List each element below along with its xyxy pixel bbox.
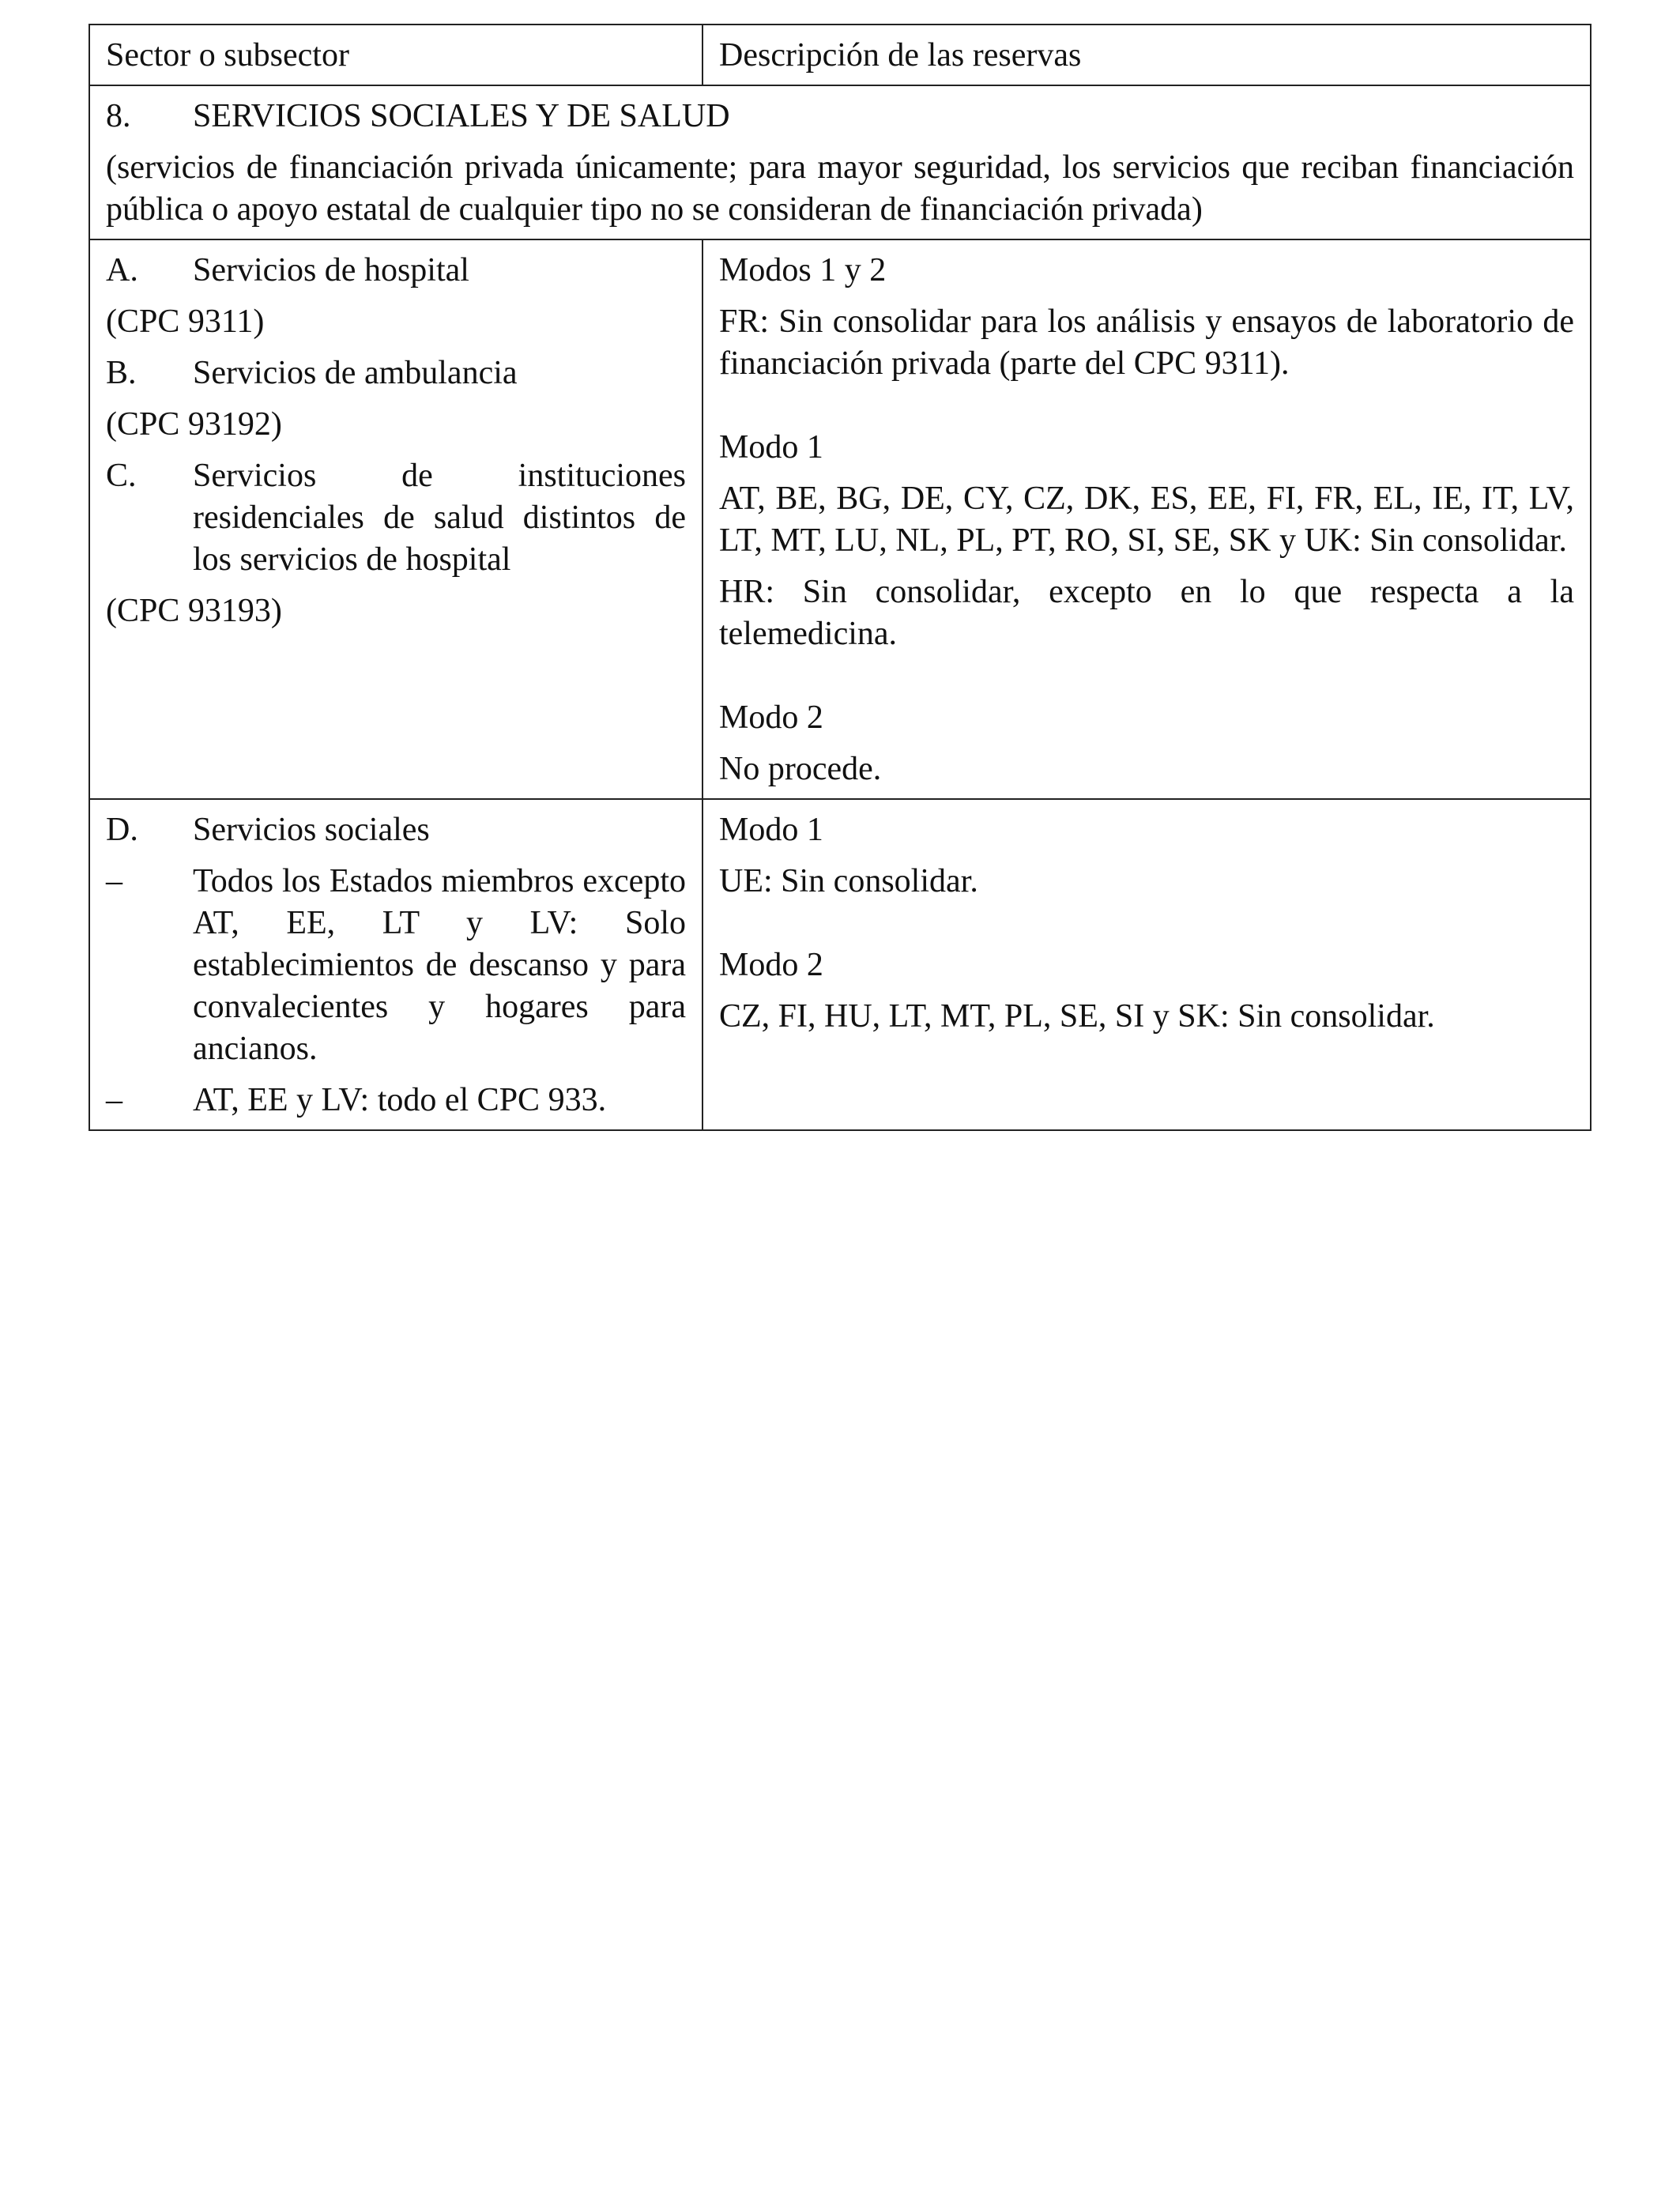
spacer — [719, 385, 1574, 427]
sector-name: Servicios de ambulancia — [193, 355, 518, 391]
sector-cpc: (CPC 9311) — [106, 303, 265, 340]
sector-cell-a-c — [89, 239, 703, 799]
section-heading — [106, 96, 1574, 138]
sector-letter: D. — [106, 812, 138, 848]
sector-letter: C. — [106, 458, 137, 494]
reservation-text: HR: Sin consolidar, excepto en lo que respecta a la telemedicina. — [719, 574, 1574, 652]
spacer — [719, 655, 1574, 697]
sector-cpc: (CPC 93192) — [106, 406, 282, 443]
table-row — [89, 799, 1591, 1130]
reservation-text: AT, BE, BG, DE, CY, CZ, DK, ES, EE, FI, FR, EL, IE, IT, LV, LT, MT, LU, NL, PL, PT, RO, SI, SE, SK y UK: Sin consolidar. — [719, 481, 1574, 559]
sector-item-d — [106, 809, 686, 851]
sector-letter: A. — [106, 252, 138, 288]
header-cell-description — [703, 25, 1591, 85]
reservations-table — [89, 24, 1591, 1131]
sector-name: Servicios de instituciones residenciales de salud distintos de los servicios de hospital — [193, 458, 686, 578]
section-title: SERVICIOS SOCIALES Y DE SALUD — [193, 98, 730, 134]
reservation-cell-d — [703, 799, 1591, 1130]
sector-letter: B. — [106, 355, 137, 391]
spacer — [719, 903, 1574, 944]
list-item-text: Todos los Estados miembros excepto AT, EE, LT y LV: Solo establecimientos de descanso y para convalecientes y hogares para ancianos. — [193, 863, 686, 1067]
sector-name: Servicios sociales — [193, 812, 430, 848]
reservation-text: FR: Sin consolidar para los análisis y ensayos de laboratorio de financiación privada (parte del CPC 9311). — [719, 303, 1574, 382]
header-sector-label: Sector o subsector — [106, 37, 349, 74]
sector-cell-d — [89, 799, 703, 1130]
reservation-text: UE: Sin consolidar. — [719, 863, 978, 899]
reservation-text: No procede. — [719, 751, 882, 787]
mode-heading: Modo 1 — [719, 812, 823, 848]
sector-name: Servicios de hospital — [193, 252, 469, 288]
table-row — [89, 239, 1591, 799]
mode-heading: Modo 1 — [719, 429, 823, 466]
mode-heading: Modo 2 — [719, 947, 823, 983]
reservation-text: CZ, FI, HU, LT, MT, PL, SE, SI y SK: Sin consolidar. — [719, 998, 1435, 1035]
document-page — [89, 24, 1590, 1131]
table-header-row — [89, 25, 1591, 85]
header-description-label: Descripción de las reservas — [719, 37, 1082, 74]
mode-heading: Modos 1 y 2 — [719, 252, 887, 288]
dash-marker: – — [106, 1082, 122, 1118]
header-cell-sector — [89, 25, 703, 85]
section-number: 8. — [106, 98, 131, 134]
sector-cpc: (CPC 93193) — [106, 593, 282, 629]
list-item-text: AT, EE y LV: todo el CPC 933. — [193, 1082, 607, 1118]
section-row — [89, 85, 1591, 239]
sector-item-c — [106, 455, 686, 581]
list-item — [106, 861, 686, 1070]
mode-heading: Modo 2 — [719, 699, 823, 736]
section-note: (servicios de financiación privada únicamente; para mayor seguridad, los servicios que reciban financiación pública o apoyo estatal de cualquier tipo no se consideran de financiación privada) — [106, 149, 1574, 228]
list-item — [106, 1080, 686, 1122]
sector-item-a — [106, 250, 686, 292]
section-cell — [89, 85, 1591, 239]
reservation-cell-a-c — [703, 239, 1591, 799]
sector-item-b — [106, 352, 686, 394]
dash-marker: – — [106, 863, 122, 899]
